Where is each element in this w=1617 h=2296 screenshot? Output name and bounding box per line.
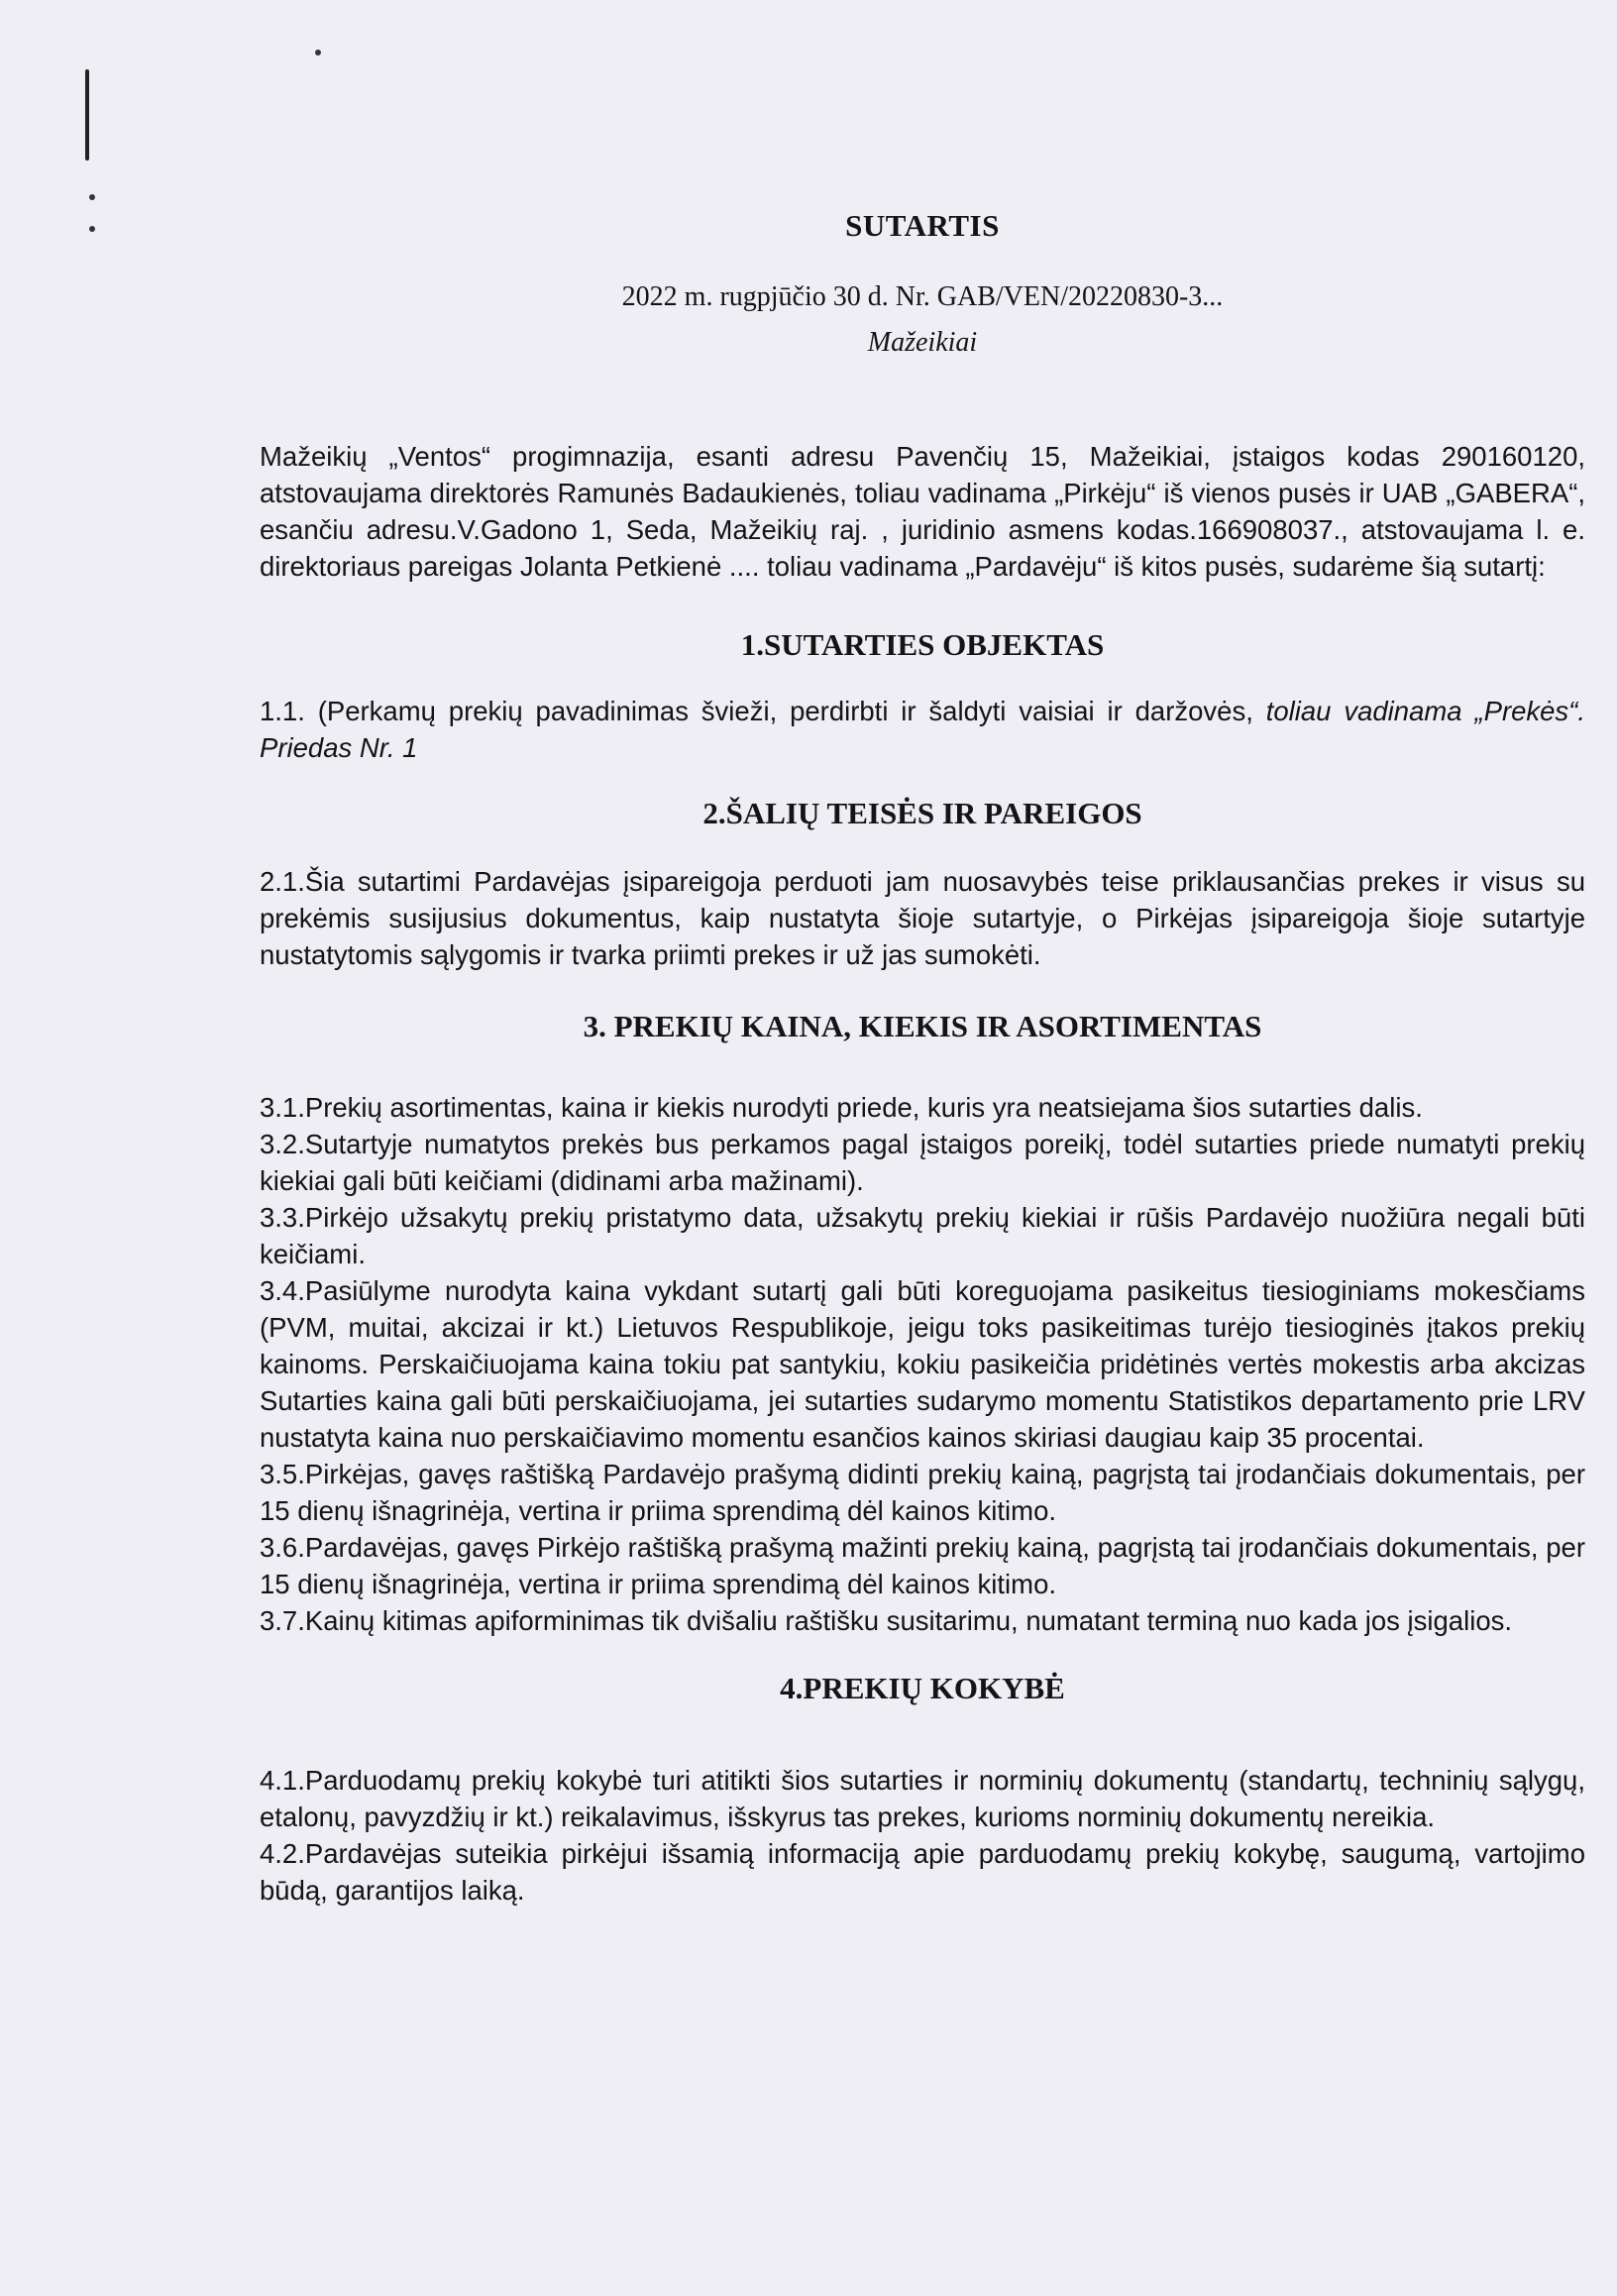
- document-place: Mažeikiai: [867, 327, 978, 358]
- section-3-heading: 3. PREKIŲ KAINA, KIEKIS IR ASORTIMENTAS: [583, 1009, 1262, 1043]
- section-1-item-text: 1.1. (Perkamų prekių pavadinimas švieži, perdirbti ir šaldyti vaisiai ir daržovės,: [260, 696, 1266, 726]
- section-3-item: 3.3.Pirkėjo užsakytų prekių pristatymo data, užsakytų prekių kiekiai ir rūšis Pardavėjo nuožiūra negali būti keičiami.: [260, 1202, 1585, 1269]
- section-4-item: 4.1.Parduodamų prekių kokybė turi atitikti šios sutarties ir norminių dokumentų (standartų, techninių sąlygų, etalonų, pavyzdžių ir kt.) reikalavimus, išskyrus tas prekes, kurioms norminių dokumentų nereikia.: [260, 1765, 1585, 1832]
- section-4-list: [260, 1762, 1585, 1909]
- intro-paragraph: Mažeikių „Ventos“ progimnazija, esanti adresu Pavenčių 15, Mažeikiai, įstaigos kodas 290160120, atstovaujama direktorės Ramunės Badaukienės, toliau vadinama „Pirkėju“ iš vienos pusės ir UAB „GABERA“, esančiu adresu.V.Gadono 1, Seda, Mažeikių raj. , juridinio asmens kodas.166908037., atstovaujama l. e. direktoriaus pareigas Jolanta Petkienė .... toliau vadinama „Pardavėju“ iš kitos pusės, sudarėme šią sutartį:: [260, 441, 1585, 582]
- scan-dot: [315, 50, 321, 55]
- section-3-item: 3.5.Pirkėjas, gavęs raštišką Pardavėjo prašymą didinti prekių kainą, pagrįstą tai įrodančiais dokumentais, per 15 dienų išnagrinėja, vertina ir priima sprendimą dėl kainos kitimo.: [260, 1459, 1585, 1526]
- section-4-heading: 4.PREKIŲ KOKYBĖ: [780, 1671, 1065, 1705]
- document-dateline: 2022 m. rugpjūčio 30 d. Nr. GAB/VEN/20220830-3...: [621, 281, 1224, 312]
- scan-dot: [89, 226, 95, 232]
- section-2-heading: 2.ŠALIŲ TEISĖS IR PAREIGOS: [702, 796, 1142, 830]
- section-3-item: 3.4.Pasiūlyme nurodyta kaina vykdant sutartį gali būti koreguojama pasikeitus tiesioginiams mokesčiams (PVM, muitai, akcizai ir kt.) Lietuvos Respublikoje, jeigu toks pasikeitimas turėjo tiesioginės įtakos prekių kainoms. Perskaičiuojama kaina tokiu pat santykiu, kokiu pasikeičia pridėtinės vertės mokestis arba akcizas Sutarties kaina gali būti perskaičiuojama, jei sutarties sudarymo momentu Statistikos departamento prie LRV nustatyta kaina nuo perskaičiavimo momentu esančios kainos skiriasi daugiau kaip 35 procentai.: [260, 1275, 1585, 1453]
- section-1-item-italic: toliau vadinama „Prekės“. Priedas Nr. 1: [260, 696, 1585, 763]
- section-3-item: 3.2.Sutartyje numatytos prekės bus perkamos pagal įstaigos poreikį, todėl sutarties priede numatyti prekių kiekiai gali būti keičiami (didinami arba mažinami).: [260, 1129, 1585, 1196]
- section-1-item: [260, 693, 1585, 766]
- section-2-item: 2.1.Šia sutartimi Pardavėjas įsipareigoja perduoti jam nuosavybės teise priklausančias prekes ir visus su prekėmis susijusius dokumentus, kaip nustatyta šioje sutartyje, o Pirkėjas įsipareigoja šioje sutartyje nustatytomis sąlygomis ir tvarka priimti prekes ir už jas sumokėti.: [260, 866, 1585, 970]
- scan-dot: [89, 194, 95, 200]
- section-1-heading: 1.SUTARTIES OBJEKTAS: [740, 627, 1105, 662]
- document-title: SUTARTIS: [845, 208, 1000, 243]
- section-3-list: [260, 1089, 1585, 1639]
- section-3-item: 3.7.Kainų kitimas apiforminimas tik dvišaliu raštišku susitarimu, numatant terminą nuo kada jos įsigalios.: [260, 1605, 1513, 1636]
- scan-edge-mark: [85, 69, 89, 161]
- section-3-item: 3.6.Pardavėjas, gavęs Pirkėjo raštišką prašymą mažinti prekių kainą, pagrįstą tai įrodančiais dokumentais, per 15 dienų išnagrinėja, vertina ir priima sprendimą dėl kainos kitimo.: [260, 1532, 1585, 1599]
- document-page: [260, 208, 1585, 1909]
- section-3-item: 3.1.Prekių asortimentas, kaina ir kiekis nurodyti priede, kuris yra neatsiejama šios sutarties dalis.: [260, 1092, 1423, 1123]
- section-4-item: 4.2.Pardavėjas suteikia pirkėjui išsamią informaciją apie parduodamų prekių kokybę, saugumą, vartojimo būdą, garantijos laiką.: [260, 1838, 1585, 1906]
